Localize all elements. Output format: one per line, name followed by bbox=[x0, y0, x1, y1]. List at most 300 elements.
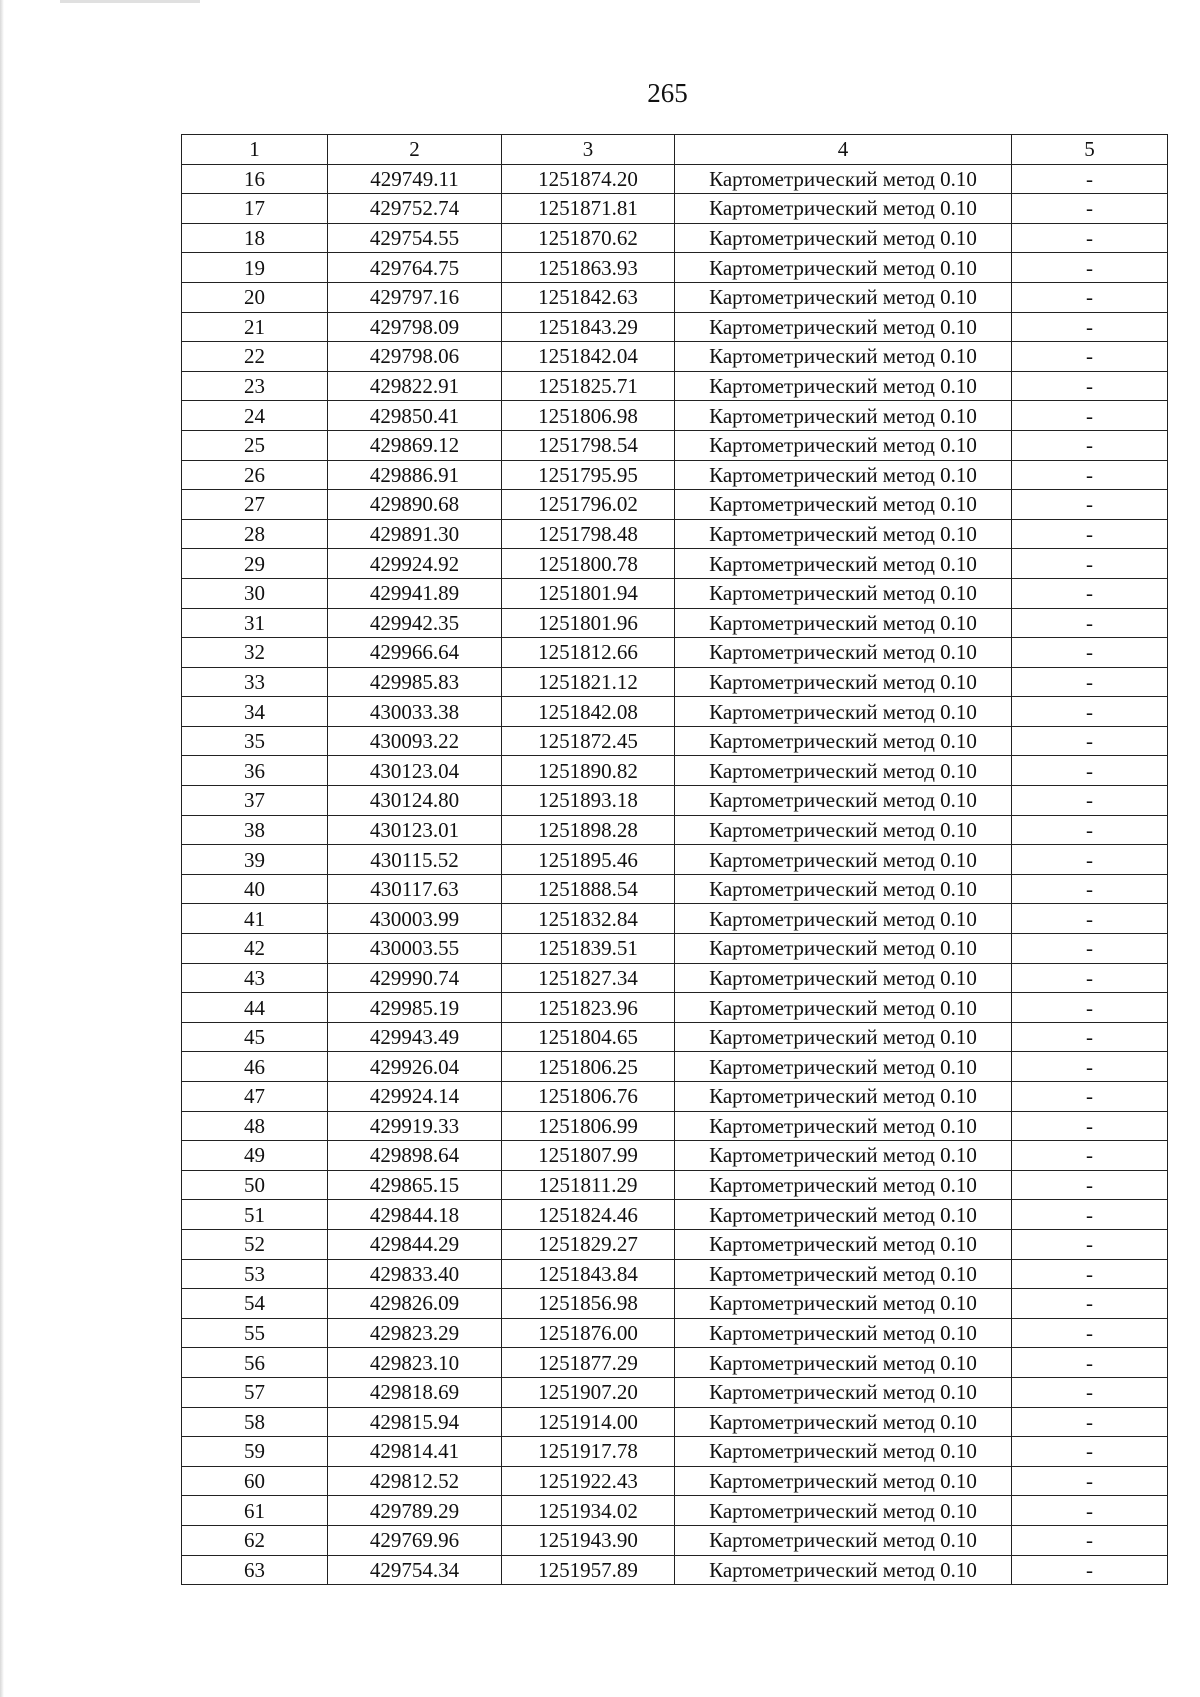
x-coordinate-cell: 429844.18 bbox=[328, 1200, 502, 1230]
y-coordinate-cell: 1251893.18 bbox=[502, 786, 675, 816]
table-row bbox=[182, 312, 1168, 342]
table-row bbox=[182, 1229, 1168, 1259]
method-cell: Картометрический метод 0.10 bbox=[675, 1348, 1012, 1378]
y-coordinate-cell: 1251856.98 bbox=[502, 1289, 675, 1319]
point-number-cell: 26 bbox=[182, 460, 328, 490]
note-cell: - bbox=[1012, 874, 1168, 904]
table-row bbox=[182, 460, 1168, 490]
page-number: 265 bbox=[647, 78, 688, 108]
x-coordinate-cell: 430093.22 bbox=[328, 726, 502, 756]
x-coordinate-cell: 429985.83 bbox=[328, 667, 502, 697]
x-coordinate-cell: 429754.34 bbox=[328, 1555, 502, 1585]
point-number-cell: 17 bbox=[182, 194, 328, 224]
y-coordinate-cell: 1251804.65 bbox=[502, 1022, 675, 1052]
scan-edge bbox=[0, 0, 4, 1697]
column-header-1: 1 bbox=[182, 135, 328, 165]
y-coordinate-cell: 1251798.54 bbox=[502, 430, 675, 460]
x-coordinate-cell: 429990.74 bbox=[328, 963, 502, 993]
method-cell: Картометрический метод 0.10 bbox=[675, 549, 1012, 579]
y-coordinate-cell: 1251796.02 bbox=[502, 490, 675, 520]
point-number-cell: 30 bbox=[182, 578, 328, 608]
point-number-cell: 63 bbox=[182, 1555, 328, 1585]
x-coordinate-cell: 429844.29 bbox=[328, 1229, 502, 1259]
point-number-cell: 57 bbox=[182, 1377, 328, 1407]
x-coordinate-cell: 429833.40 bbox=[328, 1259, 502, 1289]
y-coordinate-cell: 1251827.34 bbox=[502, 963, 675, 993]
point-number-cell: 31 bbox=[182, 608, 328, 638]
method-cell: Картометрический метод 0.10 bbox=[675, 1377, 1012, 1407]
y-coordinate-cell: 1251871.81 bbox=[502, 194, 675, 224]
table-row bbox=[182, 963, 1168, 993]
method-cell: Картометрический метод 0.10 bbox=[675, 460, 1012, 490]
method-cell: Картометрический метод 0.10 bbox=[675, 845, 1012, 875]
table-row bbox=[182, 608, 1168, 638]
scan-artifact bbox=[60, 0, 200, 3]
x-coordinate-cell: 429924.14 bbox=[328, 1082, 502, 1112]
method-cell: Картометрический метод 0.10 bbox=[675, 697, 1012, 727]
method-cell: Картометрический метод 0.10 bbox=[675, 1229, 1012, 1259]
point-number-cell: 61 bbox=[182, 1496, 328, 1526]
method-cell: Картометрический метод 0.10 bbox=[675, 312, 1012, 342]
method-cell: Картометрический метод 0.10 bbox=[675, 874, 1012, 904]
x-coordinate-cell: 429812.52 bbox=[328, 1466, 502, 1496]
point-number-cell: 56 bbox=[182, 1348, 328, 1378]
note-cell: - bbox=[1012, 1377, 1168, 1407]
x-coordinate-cell: 429898.64 bbox=[328, 1141, 502, 1171]
x-coordinate-cell: 430123.01 bbox=[328, 815, 502, 845]
method-cell: Картометрический метод 0.10 bbox=[675, 934, 1012, 964]
point-number-cell: 19 bbox=[182, 253, 328, 283]
y-coordinate-cell: 1251922.43 bbox=[502, 1466, 675, 1496]
y-coordinate-cell: 1251907.20 bbox=[502, 1377, 675, 1407]
y-coordinate-cell: 1251917.78 bbox=[502, 1437, 675, 1467]
x-coordinate-cell: 429966.64 bbox=[328, 638, 502, 668]
note-cell: - bbox=[1012, 1555, 1168, 1585]
x-coordinate-cell: 429769.96 bbox=[328, 1525, 502, 1555]
x-coordinate-cell: 429926.04 bbox=[328, 1052, 502, 1082]
table-row bbox=[182, 342, 1168, 372]
note-cell: - bbox=[1012, 786, 1168, 816]
point-number-cell: 36 bbox=[182, 756, 328, 786]
point-number-cell: 55 bbox=[182, 1318, 328, 1348]
point-number-cell: 29 bbox=[182, 549, 328, 579]
y-coordinate-cell: 1251812.66 bbox=[502, 638, 675, 668]
x-coordinate-cell: 429865.15 bbox=[328, 1170, 502, 1200]
method-cell: Картометрический метод 0.10 bbox=[675, 1111, 1012, 1141]
note-cell: - bbox=[1012, 430, 1168, 460]
table-row bbox=[182, 726, 1168, 756]
column-header-4: 4 bbox=[675, 135, 1012, 165]
table-row bbox=[182, 786, 1168, 816]
note-cell: - bbox=[1012, 312, 1168, 342]
note-cell: - bbox=[1012, 1200, 1168, 1230]
x-coordinate-cell: 429823.10 bbox=[328, 1348, 502, 1378]
table-row bbox=[182, 1496, 1168, 1526]
y-coordinate-cell: 1251795.95 bbox=[502, 460, 675, 490]
note-cell: - bbox=[1012, 993, 1168, 1023]
x-coordinate-cell: 429891.30 bbox=[328, 519, 502, 549]
note-cell: - bbox=[1012, 934, 1168, 964]
table-row bbox=[182, 430, 1168, 460]
y-coordinate-cell: 1251843.29 bbox=[502, 312, 675, 342]
method-cell: Картометрический метод 0.10 bbox=[675, 904, 1012, 934]
y-coordinate-cell: 1251823.96 bbox=[502, 993, 675, 1023]
x-coordinate-cell: 430003.99 bbox=[328, 904, 502, 934]
method-cell: Картометрический метод 0.10 bbox=[675, 1259, 1012, 1289]
point-number-cell: 16 bbox=[182, 164, 328, 194]
note-cell: - bbox=[1012, 608, 1168, 638]
y-coordinate-cell: 1251863.93 bbox=[502, 253, 675, 283]
point-number-cell: 21 bbox=[182, 312, 328, 342]
x-coordinate-cell: 429826.09 bbox=[328, 1289, 502, 1319]
y-coordinate-cell: 1251806.25 bbox=[502, 1052, 675, 1082]
table-row bbox=[182, 874, 1168, 904]
y-coordinate-cell: 1251843.84 bbox=[502, 1259, 675, 1289]
x-coordinate-cell: 429822.91 bbox=[328, 371, 502, 401]
point-number-cell: 42 bbox=[182, 934, 328, 964]
y-coordinate-cell: 1251890.82 bbox=[502, 756, 675, 786]
x-coordinate-cell: 429797.16 bbox=[328, 282, 502, 312]
point-number-cell: 39 bbox=[182, 845, 328, 875]
y-coordinate-cell: 1251798.48 bbox=[502, 519, 675, 549]
column-header-5: 5 bbox=[1012, 135, 1168, 165]
table-row bbox=[182, 1377, 1168, 1407]
method-cell: Картометрический метод 0.10 bbox=[675, 1555, 1012, 1585]
method-cell: Картометрический метод 0.10 bbox=[675, 993, 1012, 1023]
table-row bbox=[182, 845, 1168, 875]
method-cell: Картометрический метод 0.10 bbox=[675, 1200, 1012, 1230]
point-number-cell: 62 bbox=[182, 1525, 328, 1555]
note-cell: - bbox=[1012, 253, 1168, 283]
table-row bbox=[182, 1437, 1168, 1467]
point-number-cell: 18 bbox=[182, 223, 328, 253]
note-cell: - bbox=[1012, 1496, 1168, 1526]
x-coordinate-cell: 429943.49 bbox=[328, 1022, 502, 1052]
x-coordinate-cell: 429798.06 bbox=[328, 342, 502, 372]
method-cell: Картометрический метод 0.10 bbox=[675, 1141, 1012, 1171]
point-number-cell: 32 bbox=[182, 638, 328, 668]
point-number-cell: 22 bbox=[182, 342, 328, 372]
x-coordinate-cell: 430117.63 bbox=[328, 874, 502, 904]
method-cell: Картометрический метод 0.10 bbox=[675, 1496, 1012, 1526]
y-coordinate-cell: 1251914.00 bbox=[502, 1407, 675, 1437]
y-coordinate-cell: 1251811.29 bbox=[502, 1170, 675, 1200]
column-header-2: 2 bbox=[328, 135, 502, 165]
table-row bbox=[182, 1407, 1168, 1437]
table-row bbox=[182, 1022, 1168, 1052]
note-cell: - bbox=[1012, 1525, 1168, 1555]
note-cell: - bbox=[1012, 1289, 1168, 1319]
method-cell: Картометрический метод 0.10 bbox=[675, 1437, 1012, 1467]
y-coordinate-cell: 1251842.08 bbox=[502, 697, 675, 727]
point-number-cell: 51 bbox=[182, 1200, 328, 1230]
y-coordinate-cell: 1251807.99 bbox=[502, 1141, 675, 1171]
note-cell: - bbox=[1012, 1111, 1168, 1141]
note-cell: - bbox=[1012, 1318, 1168, 1348]
table-row bbox=[182, 282, 1168, 312]
table-row bbox=[182, 904, 1168, 934]
method-cell: Картометрический метод 0.10 bbox=[675, 223, 1012, 253]
table-row bbox=[182, 1466, 1168, 1496]
method-cell: Картометрический метод 0.10 bbox=[675, 519, 1012, 549]
method-cell: Картометрический метод 0.10 bbox=[675, 1289, 1012, 1319]
table-row bbox=[182, 1170, 1168, 1200]
x-coordinate-cell: 429890.68 bbox=[328, 490, 502, 520]
table-row bbox=[182, 1348, 1168, 1378]
x-coordinate-cell: 429764.75 bbox=[328, 253, 502, 283]
note-cell: - bbox=[1012, 963, 1168, 993]
table-row bbox=[182, 756, 1168, 786]
note-cell: - bbox=[1012, 726, 1168, 756]
column-header-3: 3 bbox=[502, 135, 675, 165]
x-coordinate-cell: 429752.74 bbox=[328, 194, 502, 224]
method-cell: Картометрический метод 0.10 bbox=[675, 786, 1012, 816]
note-cell: - bbox=[1012, 815, 1168, 845]
table-row bbox=[182, 164, 1168, 194]
method-cell: Картометрический метод 0.10 bbox=[675, 1525, 1012, 1555]
point-number-cell: 49 bbox=[182, 1141, 328, 1171]
header-row bbox=[182, 135, 1168, 165]
table-row bbox=[182, 1082, 1168, 1112]
x-coordinate-cell: 429815.94 bbox=[328, 1407, 502, 1437]
note-cell: - bbox=[1012, 1407, 1168, 1437]
method-cell: Картометрический метод 0.10 bbox=[675, 490, 1012, 520]
method-cell: Картометрический метод 0.10 bbox=[675, 815, 1012, 845]
point-number-cell: 60 bbox=[182, 1466, 328, 1496]
x-coordinate-cell: 429749.11 bbox=[328, 164, 502, 194]
method-cell: Картометрический метод 0.10 bbox=[675, 1022, 1012, 1052]
note-cell: - bbox=[1012, 401, 1168, 431]
point-number-cell: 44 bbox=[182, 993, 328, 1023]
point-number-cell: 47 bbox=[182, 1082, 328, 1112]
note-cell: - bbox=[1012, 194, 1168, 224]
x-coordinate-cell: 429942.35 bbox=[328, 608, 502, 638]
table-row bbox=[182, 993, 1168, 1023]
y-coordinate-cell: 1251874.20 bbox=[502, 164, 675, 194]
x-coordinate-cell: 430115.52 bbox=[328, 845, 502, 875]
method-cell: Картометрический метод 0.10 bbox=[675, 638, 1012, 668]
method-cell: Картометрический метод 0.10 bbox=[675, 1318, 1012, 1348]
method-cell: Картометрический метод 0.10 bbox=[675, 1407, 1012, 1437]
x-coordinate-cell: 429919.33 bbox=[328, 1111, 502, 1141]
y-coordinate-cell: 1251842.63 bbox=[502, 282, 675, 312]
table-row bbox=[182, 1525, 1168, 1555]
x-coordinate-cell: 430124.80 bbox=[328, 786, 502, 816]
y-coordinate-cell: 1251829.27 bbox=[502, 1229, 675, 1259]
table-row bbox=[182, 934, 1168, 964]
point-number-cell: 40 bbox=[182, 874, 328, 904]
point-number-cell: 45 bbox=[182, 1022, 328, 1052]
note-cell: - bbox=[1012, 519, 1168, 549]
y-coordinate-cell: 1251806.76 bbox=[502, 1082, 675, 1112]
note-cell: - bbox=[1012, 164, 1168, 194]
table-row bbox=[182, 815, 1168, 845]
point-number-cell: 52 bbox=[182, 1229, 328, 1259]
note-cell: - bbox=[1012, 1022, 1168, 1052]
x-coordinate-cell: 429823.29 bbox=[328, 1318, 502, 1348]
point-number-cell: 41 bbox=[182, 904, 328, 934]
note-cell: - bbox=[1012, 1170, 1168, 1200]
note-cell: - bbox=[1012, 578, 1168, 608]
table-row bbox=[182, 578, 1168, 608]
point-number-cell: 24 bbox=[182, 401, 328, 431]
coordinates-table bbox=[181, 134, 1168, 1585]
y-coordinate-cell: 1251839.51 bbox=[502, 934, 675, 964]
method-cell: Картометрический метод 0.10 bbox=[675, 756, 1012, 786]
point-number-cell: 58 bbox=[182, 1407, 328, 1437]
point-number-cell: 33 bbox=[182, 667, 328, 697]
point-number-cell: 25 bbox=[182, 430, 328, 460]
note-cell: - bbox=[1012, 342, 1168, 372]
x-coordinate-cell: 429789.29 bbox=[328, 1496, 502, 1526]
point-number-cell: 34 bbox=[182, 697, 328, 727]
note-cell: - bbox=[1012, 1052, 1168, 1082]
y-coordinate-cell: 1251800.78 bbox=[502, 549, 675, 579]
table-row bbox=[182, 1141, 1168, 1171]
point-number-cell: 46 bbox=[182, 1052, 328, 1082]
method-cell: Картометрический метод 0.10 bbox=[675, 1082, 1012, 1112]
note-cell: - bbox=[1012, 1348, 1168, 1378]
x-coordinate-cell: 429850.41 bbox=[328, 401, 502, 431]
y-coordinate-cell: 1251957.89 bbox=[502, 1555, 675, 1585]
method-cell: Картометрический метод 0.10 bbox=[675, 430, 1012, 460]
point-number-cell: 38 bbox=[182, 815, 328, 845]
x-coordinate-cell: 429754.55 bbox=[328, 223, 502, 253]
point-number-cell: 53 bbox=[182, 1259, 328, 1289]
method-cell: Картометрический метод 0.10 bbox=[675, 342, 1012, 372]
point-number-cell: 20 bbox=[182, 282, 328, 312]
x-coordinate-cell: 429814.41 bbox=[328, 1437, 502, 1467]
point-number-cell: 28 bbox=[182, 519, 328, 549]
y-coordinate-cell: 1251801.96 bbox=[502, 608, 675, 638]
y-coordinate-cell: 1251888.54 bbox=[502, 874, 675, 904]
point-number-cell: 43 bbox=[182, 963, 328, 993]
x-coordinate-cell: 429985.19 bbox=[328, 993, 502, 1023]
method-cell: Картометрический метод 0.10 bbox=[675, 578, 1012, 608]
y-coordinate-cell: 1251872.45 bbox=[502, 726, 675, 756]
y-coordinate-cell: 1251895.46 bbox=[502, 845, 675, 875]
point-number-cell: 37 bbox=[182, 786, 328, 816]
table-header bbox=[182, 135, 1168, 165]
note-cell: - bbox=[1012, 638, 1168, 668]
x-coordinate-cell: 429818.69 bbox=[328, 1377, 502, 1407]
method-cell: Картометрический метод 0.10 bbox=[675, 164, 1012, 194]
y-coordinate-cell: 1251825.71 bbox=[502, 371, 675, 401]
method-cell: Картометрический метод 0.10 bbox=[675, 608, 1012, 638]
y-coordinate-cell: 1251898.28 bbox=[502, 815, 675, 845]
table-row bbox=[182, 1052, 1168, 1082]
table-row bbox=[182, 1555, 1168, 1585]
table-row bbox=[182, 519, 1168, 549]
y-coordinate-cell: 1251876.00 bbox=[502, 1318, 675, 1348]
method-cell: Картометрический метод 0.10 bbox=[675, 194, 1012, 224]
method-cell: Картометрический метод 0.10 bbox=[675, 1052, 1012, 1082]
table-row bbox=[182, 1111, 1168, 1141]
table-row bbox=[182, 253, 1168, 283]
note-cell: - bbox=[1012, 371, 1168, 401]
method-cell: Картометрический метод 0.10 bbox=[675, 1170, 1012, 1200]
y-coordinate-cell: 1251842.04 bbox=[502, 342, 675, 372]
y-coordinate-cell: 1251832.84 bbox=[502, 904, 675, 934]
point-number-cell: 35 bbox=[182, 726, 328, 756]
note-cell: - bbox=[1012, 667, 1168, 697]
y-coordinate-cell: 1251806.99 bbox=[502, 1111, 675, 1141]
table-row bbox=[182, 194, 1168, 224]
table-body bbox=[182, 164, 1168, 1585]
table-row bbox=[182, 697, 1168, 727]
x-coordinate-cell: 430033.38 bbox=[328, 697, 502, 727]
method-cell: Картометрический метод 0.10 bbox=[675, 963, 1012, 993]
method-cell: Картометрический метод 0.10 bbox=[675, 667, 1012, 697]
y-coordinate-cell: 1251870.62 bbox=[502, 223, 675, 253]
table-row bbox=[182, 638, 1168, 668]
y-coordinate-cell: 1251943.90 bbox=[502, 1525, 675, 1555]
point-number-cell: 48 bbox=[182, 1111, 328, 1141]
y-coordinate-cell: 1251824.46 bbox=[502, 1200, 675, 1230]
x-coordinate-cell: 429798.09 bbox=[328, 312, 502, 342]
table-row bbox=[182, 223, 1168, 253]
point-number-cell: 50 bbox=[182, 1170, 328, 1200]
method-cell: Картометрический метод 0.10 bbox=[675, 726, 1012, 756]
table-row bbox=[182, 1318, 1168, 1348]
x-coordinate-cell: 429886.91 bbox=[328, 460, 502, 490]
table-row bbox=[182, 401, 1168, 431]
note-cell: - bbox=[1012, 223, 1168, 253]
x-coordinate-cell: 429924.92 bbox=[328, 549, 502, 579]
x-coordinate-cell: 429869.12 bbox=[328, 430, 502, 460]
note-cell: - bbox=[1012, 697, 1168, 727]
note-cell: - bbox=[1012, 845, 1168, 875]
table-row bbox=[182, 549, 1168, 579]
y-coordinate-cell: 1251806.98 bbox=[502, 401, 675, 431]
x-coordinate-cell: 429941.89 bbox=[328, 578, 502, 608]
table-row bbox=[182, 1200, 1168, 1230]
point-number-cell: 27 bbox=[182, 490, 328, 520]
y-coordinate-cell: 1251821.12 bbox=[502, 667, 675, 697]
x-coordinate-cell: 430123.04 bbox=[328, 756, 502, 786]
point-number-cell: 54 bbox=[182, 1289, 328, 1319]
method-cell: Картометрический метод 0.10 bbox=[675, 1466, 1012, 1496]
y-coordinate-cell: 1251934.02 bbox=[502, 1496, 675, 1526]
note-cell: - bbox=[1012, 756, 1168, 786]
method-cell: Картометрический метод 0.10 bbox=[675, 401, 1012, 431]
note-cell: - bbox=[1012, 549, 1168, 579]
point-number-cell: 23 bbox=[182, 371, 328, 401]
note-cell: - bbox=[1012, 490, 1168, 520]
note-cell: - bbox=[1012, 1437, 1168, 1467]
note-cell: - bbox=[1012, 1466, 1168, 1496]
table-row bbox=[182, 1259, 1168, 1289]
note-cell: - bbox=[1012, 904, 1168, 934]
y-coordinate-cell: 1251801.94 bbox=[502, 578, 675, 608]
point-number-cell: 59 bbox=[182, 1437, 328, 1467]
note-cell: - bbox=[1012, 282, 1168, 312]
note-cell: - bbox=[1012, 1259, 1168, 1289]
method-cell: Картометрический метод 0.10 bbox=[675, 371, 1012, 401]
method-cell: Картометрический метод 0.10 bbox=[675, 253, 1012, 283]
table-row bbox=[182, 371, 1168, 401]
y-coordinate-cell: 1251877.29 bbox=[502, 1348, 675, 1378]
note-cell: - bbox=[1012, 460, 1168, 490]
note-cell: - bbox=[1012, 1229, 1168, 1259]
method-cell: Картометрический метод 0.10 bbox=[675, 282, 1012, 312]
note-cell: - bbox=[1012, 1141, 1168, 1171]
table-row bbox=[182, 490, 1168, 520]
table-row bbox=[182, 667, 1168, 697]
table-row bbox=[182, 1289, 1168, 1319]
x-coordinate-cell: 430003.55 bbox=[328, 934, 502, 964]
note-cell: - bbox=[1012, 1082, 1168, 1112]
